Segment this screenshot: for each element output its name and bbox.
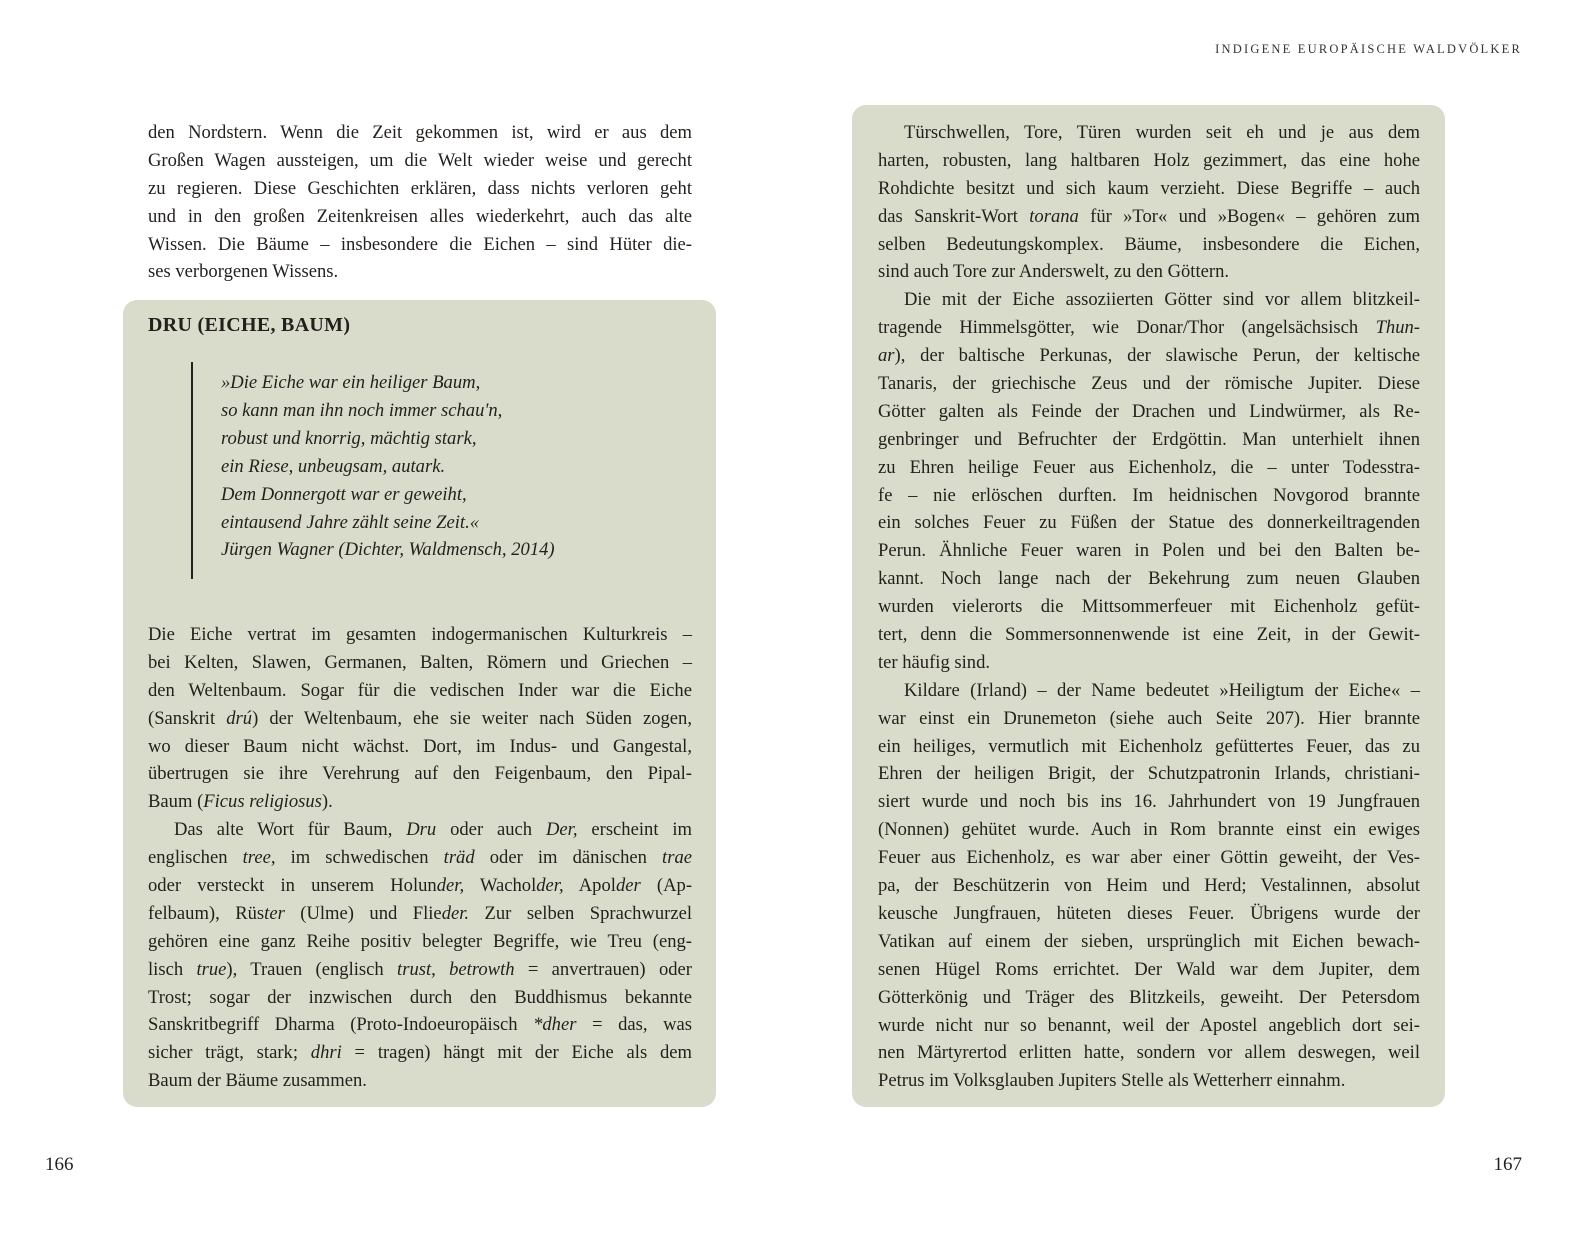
text-line: ar), der baltische Perkunas, der slawische Perun, der keltische (878, 345, 1420, 367)
text-line: sicher trägt, stark; dhri = tragen) hängt mit der Eiche als dem (148, 1042, 692, 1064)
text-line: Ehren der heiligen Brigit, der Schutzpatronin Irlands, christiani- (878, 763, 1420, 785)
text-line: kannt. Noch lange nach der Bekehrung zum neuen Glauben (878, 568, 1420, 590)
text-line: Das alte Wort für Baum, Dru oder auch Der, erscheint im (174, 819, 692, 841)
text-line: Götter galten als Feinde der Drachen und Lindwürmer, als Re- (878, 400, 1420, 422)
quote-bar (191, 362, 193, 579)
quote-line: »Die Eiche war ein heiliger Baum, (221, 372, 481, 393)
text-line: siert wurde und noch bis ins 16. Jahrhundert von 19 Jungfrauen (878, 791, 1420, 813)
text-line: Petrus im Volksglauben Jupiters Stelle als Wetterherr einnahm. (878, 1070, 1346, 1092)
text-line: ter häufig sind. (878, 651, 991, 673)
text-line: bei Kelten, Slawen, Germanen, Balten, Römern und Griechen – (148, 651, 692, 673)
text-line: sind auch Tore zur Anderswelt, zu den Göttern. (878, 261, 1230, 283)
italic-term: der. (441, 902, 470, 924)
text-line: Wissen. Die Bäume – insbesondere die Eichen – sind Hüter die- (148, 233, 692, 255)
page-number-left: 166 (45, 1154, 74, 1175)
italic-term: Dru (406, 819, 437, 841)
text-line: wurde nicht nur so benannt, weil der Apostel angeblich dort sei- (878, 1014, 1420, 1036)
text-line: Sanskritbegriff Dharma (Proto-Indoeuropäisch *dher = das, was (148, 1014, 692, 1036)
text-line: Die Eiche vertrat im gesamten indogermanischen Kulturkreis – (148, 624, 692, 645)
text-line: Großen Wagen aussteigen, um die Welt wieder weise und gerecht (148, 149, 692, 171)
text-line: Baum (Ficus religiosus). (148, 791, 333, 813)
text-line: nen Märtyrertod erlitten hatte, sondern vor allem deswegen, weil (878, 1042, 1420, 1064)
text-line: den Weltenbaum. Sogar für die vedischen Inder war die Eiche (148, 679, 692, 701)
quote-line: ein Riese, unbeugsam, autark. (221, 455, 446, 477)
quote-line: Dem Donnergott war er geweiht, (221, 483, 467, 505)
italic-term: der (615, 875, 641, 897)
italic-term: dhri (310, 1042, 342, 1064)
box-heading: DRU (EICHE, BAUM) (148, 314, 351, 336)
quote-attribution: Jürgen Wagner (Dichter, Waldmensch, 2014) (221, 539, 555, 561)
italic-term: ter (264, 902, 285, 924)
text-line: gehören eine ganz Reihe positiv belegter Begriffe, wie Treu (eng- (148, 930, 692, 952)
right-box-body (878, 119, 1420, 1095)
text-line: ein heiliges, vermutlich mit Eichenholz gefüttertes Feuer, das zu (878, 735, 1420, 757)
text-line: war einst ein Drunemeton (siehe auch Seite 207). Hier brannte (878, 707, 1420, 729)
quote-line: so kann man ihn noch immer schau'n, (221, 399, 503, 421)
text-line: den Nordstern. Wenn die Zeit gekommen ist, wird er aus dem (148, 122, 692, 143)
text-line: Kildare (Irland) – der Name bedeutet »Heiligtum der Eiche« – (904, 679, 1420, 701)
text-line: Trost; sogar der inzwischen durch den Buddhismus bekannte (148, 986, 692, 1008)
text-line: zu Ehren heilige Feuer aus Eichenholz, die – unter Todesstra- (878, 456, 1420, 478)
italic-term: der, (436, 875, 465, 897)
text-line: wurden vielerorts die Mittsommerfeuer mit Eichenholz gefüt- (878, 596, 1420, 618)
italic-term: ar (878, 345, 895, 367)
text-line: ses verborgenen Wissens. (148, 261, 339, 283)
quote-line: robust und knorrig, mächtig stark, (221, 427, 477, 449)
text-line: (Sanskrit drú) der Weltenbaum, ehe sie weiter nach Süden zogen, (148, 707, 692, 729)
italic-term: torana (1029, 205, 1079, 227)
text-line: (Nonnen) gehütet wurde. Auch in Rom brannte einst ein ewiges (878, 819, 1420, 841)
text-line: und in den großen Zeitenkreisen alles wiederkehrt, auch das alte (148, 205, 692, 227)
text-line: genbringer und Befruchter der Erdgöttin. Man unterhielt ihnen (878, 428, 1420, 450)
text-line: lisch true), Trauen (englisch trust, betrowth = anvertrauen) oder (148, 958, 692, 980)
poem-quote (221, 369, 555, 564)
text-line: Baum der Bäume zusammen. (148, 1070, 367, 1092)
text-line: ein solches Feuer zu Füßen der Statue des donnerkeiltragenden (878, 512, 1420, 534)
italic-term: *dher (533, 1014, 577, 1036)
text-line: keusche Jungfrauen, hüteten dieses Feuer. Übrigens wurde der (878, 902, 1420, 924)
text-line: felbaum), Rüster (Ulme) und Flieder. Zur selben Sprachwurzel (148, 902, 692, 924)
text-line: Rohdichte besitzt und sich kaum verzieht. Diese Begriffe – auch (878, 177, 1420, 199)
text-line: Die mit der Eiche assoziierten Götter sind vor allem blitzkeil- (904, 289, 1420, 311)
text-line: übertrugen sie ihre Verehrung auf den Feigenbaum, den Pipal- (148, 763, 692, 785)
text-line: Tanaris, der griechische Zeus und der römische Jupiter. Diese (878, 373, 1420, 395)
quote-line: eintausend Jahre zählt seine Zeit.« (221, 511, 480, 533)
text-line: oder versteckt in unserem Holunder, Wacholder, Apolder (Ap- (148, 875, 693, 897)
text-line: tert, denn die Sommersonnenwende ist eine Zeit, in der Gewit- (878, 624, 1420, 646)
page-number-right: 167 (1493, 1154, 1522, 1175)
italic-term: true (196, 958, 227, 980)
italic-term: trust, betrowth (397, 958, 515, 980)
left-box-body (148, 621, 692, 1095)
italic-term: Ficus religiosus (203, 791, 322, 813)
italic-term: träd (443, 847, 475, 869)
text-line: harten, robusten, lang haltbaren Holz gezimmert, das eine hohe (878, 149, 1420, 171)
text-line: Türschwellen, Tore, Türen wurden seit eh und je aus dem (904, 122, 1420, 143)
text-line: Götterkönig und Träger des Blitzkeils, geweiht. Der Petersdom (878, 986, 1420, 1008)
italic-term: Thun- (1375, 317, 1420, 339)
text-line: Feuer aus Eichenholz, es war aber einer Göttin geweiht, der Ves- (878, 847, 1420, 869)
text-line: Vatikan auf einem der sieben, ursprünglich mit Eichen bewach- (878, 930, 1420, 952)
italic-term: trae (662, 847, 692, 869)
italic-term: drú (226, 707, 253, 729)
text-line: tragende Himmelsgötter, wie Donar/Thor (angelsächsisch Thun- (878, 317, 1420, 339)
text-line: fe – nie erlöschen durften. Im heidnischen Novgorod brannte (878, 484, 1420, 506)
left-intro-text (148, 119, 692, 286)
italic-term: tree, (242, 847, 276, 869)
italic-term: Der, (545, 819, 578, 841)
text-line: pa, der Beschützerin von Heim und Herd; Vestalinnen, absolut (878, 875, 1420, 897)
text-line: senen Hügel Roms errichtet. Der Wald war dem Jupiter, dem (878, 958, 1420, 980)
running-head: INDIGENE EUROPÄISCHE WALDVÖLKER (1215, 42, 1522, 56)
text-line: Perun. Ähnliche Feuer waren in Polen und bei den Balten be- (878, 540, 1420, 562)
text-line: zu regieren. Diese Geschichten erklären, dass nichts verloren geht (148, 177, 692, 199)
text-line: englischen tree, im schwedischen träd oder im dänischen trae (148, 847, 692, 869)
text-line: das Sanskrit-Wort torana für »Tor« und »Bogen« – gehören zum (878, 205, 1420, 227)
italic-term: der, (536, 875, 564, 897)
text-line: selben Bedeutungskomplex. Bäume, insbesondere die Eichen, (878, 233, 1420, 255)
text-line: wo dieser Baum nicht wächst. Dort, im Indus- und Gangestal, (148, 735, 692, 757)
